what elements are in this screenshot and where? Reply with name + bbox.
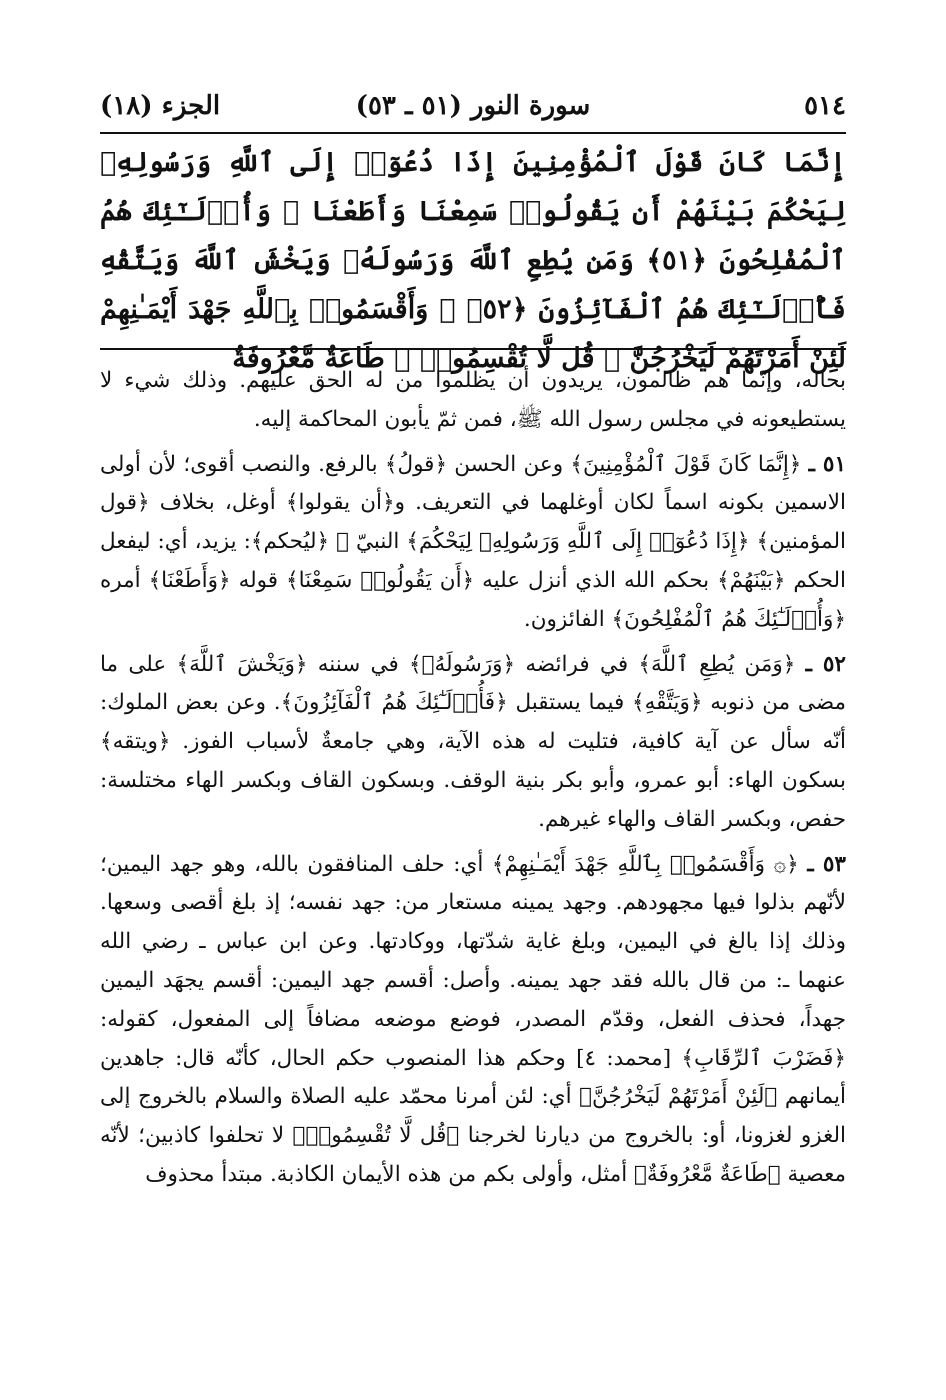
commentary-verse-51: [100, 446, 846, 640]
commentary-text: ﴿وَمَن يُطِعِ ٱللَّهَ﴾ في فرائضه ﴿وَرَسُولَهُۥ﴾ في سننه ﴿وَيَخْشَ ٱللَّهَ﴾ على ما مضى من ذنوبه ﴿وَيَتَّقْهِ﴾ فيما يستقبل ﴿فَأُو۟لَـٰٓئِكَ هُمُ ٱلْفَآئِزُونَ﴾. وعن بعض الملوك: أنّه سأل عن آية كافية، فتليت له هذه الآية، وهي جامعةٌ لأسباب الفوز. ﴿ويتقه﴾ بسكون الهاء: أبو عمرو، وأبو بكر بنية الوقف. وبسكون القاف وبكسر الهاء مختلسة: حفص، وبكسر القاف والهاء غيرهم.: [100, 651, 846, 832]
verse-number: ٥١ ـ: [808, 451, 846, 477]
verse-number: ٥٢ ـ: [805, 651, 846, 677]
quran-verses: إِنَّمَا كَانَ قَوْلَ ٱلْمُؤْمِنِينَ إِذَا دُعُوٓا۟ إِلَى ٱللَّهِ وَرَسُولِهِۦ لِيَحْكُمَ بَيْنَهُمْ أَن يَقُولُوا۟ سَمِعْنَا وَأَطَعْنَا ۚ وَأُو۟لَـٰٓئِكَ هُمُ ٱلْمُفْلِحُونَ ﴿٥١﴾ وَمَن يُطِعِ ٱللَّهَ وَرَسُولَهُۥ وَيَخْشَ ٱللَّهَ وَيَتَّقْهِ فَأُو۟لَـٰٓئِكَ هُمُ ٱلْفَآئِزُونَ ﴿٥٢﴾ ۞ وَأَقْسَمُوا۟ بِٱللَّهِ جَهْدَ أَيْمَـٰنِهِمْ لَئِنْ أَمَرْتَهُمْ لَيَخْرُجُنَّ ۖ قُل لَّا تُقْسِمُوا۟ ۖ طَاعَةٌ مَّعْرُوفَةٌ: [100, 147, 846, 374]
page-header: [100, 86, 846, 126]
page-number: ٥١٤: [804, 91, 846, 121]
header-divider: [100, 132, 846, 134]
verses-divider: [100, 348, 846, 350]
commentary: [100, 362, 846, 1201]
surah-title: سورة النور (٥١ ـ ٥٣): [355, 91, 591, 121]
commentary-verse-52: [100, 646, 846, 840]
juz-label: الجزء (١٨): [100, 91, 221, 121]
commentary-verse-53: [100, 846, 846, 1195]
commentary-text: ﴿إِنَّمَا كَانَ قَوْلَ ٱلْمُؤْمِنِينَ﴾ وعن الحسن ﴿قولُ﴾ بالرفع. والنصب أقوى؛ لأن أولى الاسمين بكونه اسماً لكان أوغلهما في التعريف. و﴿أن يقولوا﴾ أوغل، بخلاف ﴿قول المؤمنين﴾ ﴿إِذَا دُعُوٓا۟ إِلَى ٱللَّهِ وَرَسُولِهِۦ لِيَحْكُمَ﴾ النبيّ ﷺ ﴿ليُحكم﴾: يزيد، أي: ليفعل الحكم ﴿بَيْنَهُمْ﴾ بحكم الله الذي أنزل عليه ﴿أَن يَقُولُوا۟ سَمِعْنَا﴾ قوله ﴿وَأَطَعْنَا﴾ أمره ﴿وَأُو۟لَـٰٓئِكَ هُمُ ٱلْمُفْلِحُونَ﴾ الفائزون.: [100, 451, 846, 632]
commentary-intro: بحاله، وإنّما هم ظالمون، يريدون أن يظلموا من له الحق عليهم. وذلك شيء لا يستطيعونه في مجلس رسول الله ﷺ، فمن ثمّ يأبون المحاكمة إليه.: [100, 368, 846, 432]
commentary-text: ﴿۞ وَأَقْسَمُوا۟ بِٱللَّهِ جَهْدَ أَيْمَـٰنِهِمْ﴾ أي: حلف المنافقون بالله، وهو جهد اليمين؛ لأنّهم بذلوا فيها مجهودهم. وجهد يمينه مستعار من: جهد نفسه؛ إذ بلغ أقصى وسعها. وذلك إذا بالغ في اليمين، وبلغ غاية شدّتها، ووكادتها. وعن ابن عباس ـ رضي الله عنهما ـ: من قال بالله فقد جهد يمينه. وأصل: أقسم جهد اليمين: أقسم يجهَد اليمين جهداً، فحذف الفعل، وقدّم المصدر، فوضع موضعه مضافاً إلى المفعول، كقوله: ﴿فَضَرْبَ ٱلرِّقَابِ﴾ [محمد: ٤] وحكم هذا المنصوب حكم الحال، كأنّه قال: جاهدين أيمانهم ﴿لَئِنْ أَمَرْتَهُمْ لَيَخْرُجُنَّ﴾ أي: لئن أمرنا محمّد عليه الصلاة والسلام بالخروج إلى الغزو لغزونا، أو: بالخروج من ديارنا لخرجنا ﴿قُل لَّا تُقْسِمُوا۟﴾ لا تحلفوا كاذبين؛ لأنّه معصية ﴿طَاعَةٌ مَّعْرُوفَةٌ﴾ أمثل، وأولى بكم من هذه الأيمان الكاذبة. مبتدأ محذوف: [100, 851, 846, 1187]
verse-number: ٥٣ ـ: [807, 851, 846, 877]
